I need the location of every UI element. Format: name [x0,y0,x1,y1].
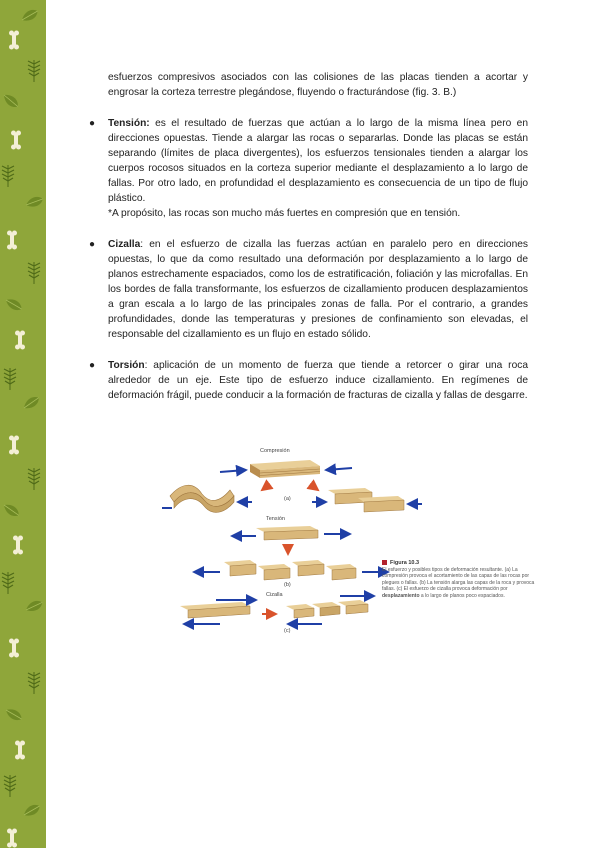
bullet-tension [89,116,528,221]
leaf-pattern-icon [0,0,46,848]
caption-bold: desplazamiento [382,592,420,599]
decorative-border [0,0,46,848]
bullet-dot: ● [89,360,96,371]
caption-text-1: El esfuerzo y posibles tipos de deformación resultante. (a) La compresión provoca el acortamiento de las capas de las rocas por plegues o fallas. (b) La tensión alarga las capas de la roca y provoca fallas. (c) El esfuerzo de cizalla provoca deformación por [382,566,535,592]
intro-paragraph: esfuerzos compresivos asociados con las colisiones de las placas tienden a acortar y engrosar la corteza terrestre plegándose, fluyendo o fracturándose (fig. 3. B.) [108,72,528,98]
label-b: (b) [284,582,291,588]
bullet-shear [89,237,528,342]
folded-block [170,485,234,512]
tension-paragraph [108,116,528,206]
tension-text: es el resultado de fuerzas que actúan a lo largo de la misma línea pero en direcciones opuestas. Tiende a alargar las rocas o separarlas. Donde las placas se están separando (límites de placa divergentes), los esfuerzos tensionales tienden a alargar los cuerpos rocosos situados en la corteza superior mediante el desplazamiento a lo largo de fallas. Por otro lado, en profundidad el desplazamiento es consecuencia de un tipo de flujo plástico. [108,118,528,204]
label-compression: Compresión [260,448,290,454]
term-torsion: Torsión [108,360,145,371]
shear-block-right [286,600,368,618]
label-tension: Tensión [266,516,285,522]
caption-text-2: a lo largo de planos poco espaciados. [419,592,505,599]
tension-note: *A propósito, las rocas son mucho más fuertes en compresión que en tensión. [108,208,461,219]
shear-paragraph [108,237,528,342]
bullet-dot: ● [89,118,96,129]
stress-figure [160,444,545,634]
faulted-block [328,488,404,512]
stress-diagram [160,444,545,634]
torsion-paragraph [108,358,528,403]
torsion-text: : aplicación de un momento de fuerza que tiende a retorcer o girar una roca alrededor de un eje. Este tipo de esfuerzo induce cizallamiento. En regímenes de deformación frágil, puede conducir a la formación de fracturas de cizalla y fallas de desgarre. [108,360,528,401]
caption-title: Figura 10.3 [382,560,537,567]
term-shear: Cizalla [108,239,141,250]
tension-block [256,526,318,540]
figure-caption [382,560,537,599]
label-shear: Cizalla [266,592,283,598]
label-a: (a) [284,496,291,502]
compression-block [220,460,352,478]
shear-block-left [180,602,250,618]
document-body [89,70,528,403]
label-c: (c) [284,628,291,634]
shear-text: : en el esfuerzo de cizalla las fuerzas actúan en paralelo pero en direcciones opuestas, lo que da como resultado una deformación por desplazamiento a lo largo de planos estrechamente espaciados, como los de estratificación, foliación y las microfallas. En los bordes de falla transformante, los esfuerzos de cizallamiento producen desplazamientos a gran escala a lo largo de las principales zonas de falla. Por el contrario, a grandes profundidades, donde las temperaturas y presiones de confinamiento son elevadas, el responsable del cizallamiento es un flujo en estado sólido. [108,239,528,340]
bullet-torsion [89,358,528,403]
stretched-faulted-block [224,560,356,580]
term-tension: Tensión: [108,118,150,129]
bullet-dot: ● [89,239,96,250]
